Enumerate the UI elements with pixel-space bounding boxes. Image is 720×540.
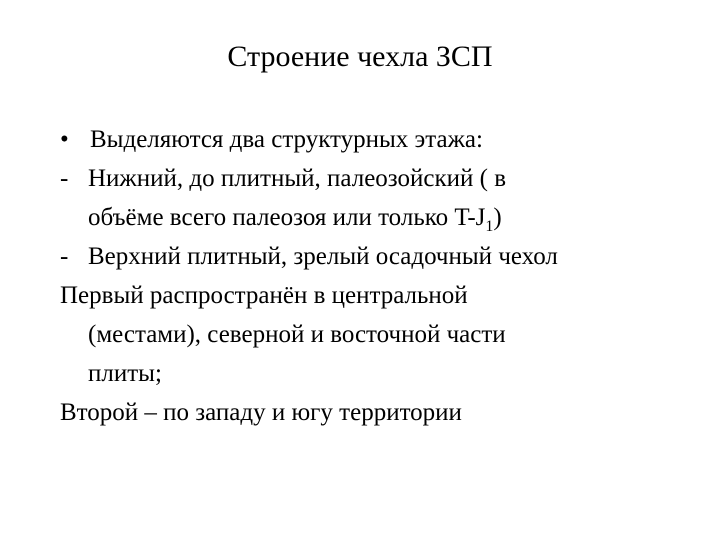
bullet-marker: • — [60, 126, 69, 153]
bullet-item — [60, 122, 710, 157]
dash-marker: - — [60, 165, 69, 192]
paragraph-first-continuation — [60, 317, 710, 352]
slide-body — [60, 122, 710, 434]
bullet-item-text: Выделяются два структурных этажа: — [90, 126, 483, 153]
dash-item-continuation — [60, 200, 710, 235]
paragraph-text: плиты; — [88, 360, 162, 387]
subscript: 1 — [485, 218, 494, 235]
dash-marker: - — [60, 243, 69, 270]
dash-item-continuation-text: объёме всего палеозоя или только T-J — [88, 204, 486, 231]
paragraph-second — [60, 395, 710, 430]
paragraph-first-continuation — [60, 356, 710, 391]
dash-item-text: Верхний плитный, зрелый осадочный чехол — [88, 243, 558, 270]
dash-item-upper-stage — [60, 239, 710, 274]
dash-item-lower-stage — [60, 161, 710, 196]
slide-title: Строение чехла ЗСП — [227, 40, 493, 73]
paragraph-text: Второй – по западу и югу территории — [60, 399, 462, 426]
closing-paren: ) — [493, 204, 502, 231]
dash-item-text: Нижний, до плитный, палеозойский ( в — [88, 165, 507, 192]
paragraph-text: Первый распространён в центральной — [60, 282, 468, 309]
paragraph-first — [60, 278, 710, 313]
paragraph-text: (местами), северной и восточной части — [88, 321, 506, 348]
